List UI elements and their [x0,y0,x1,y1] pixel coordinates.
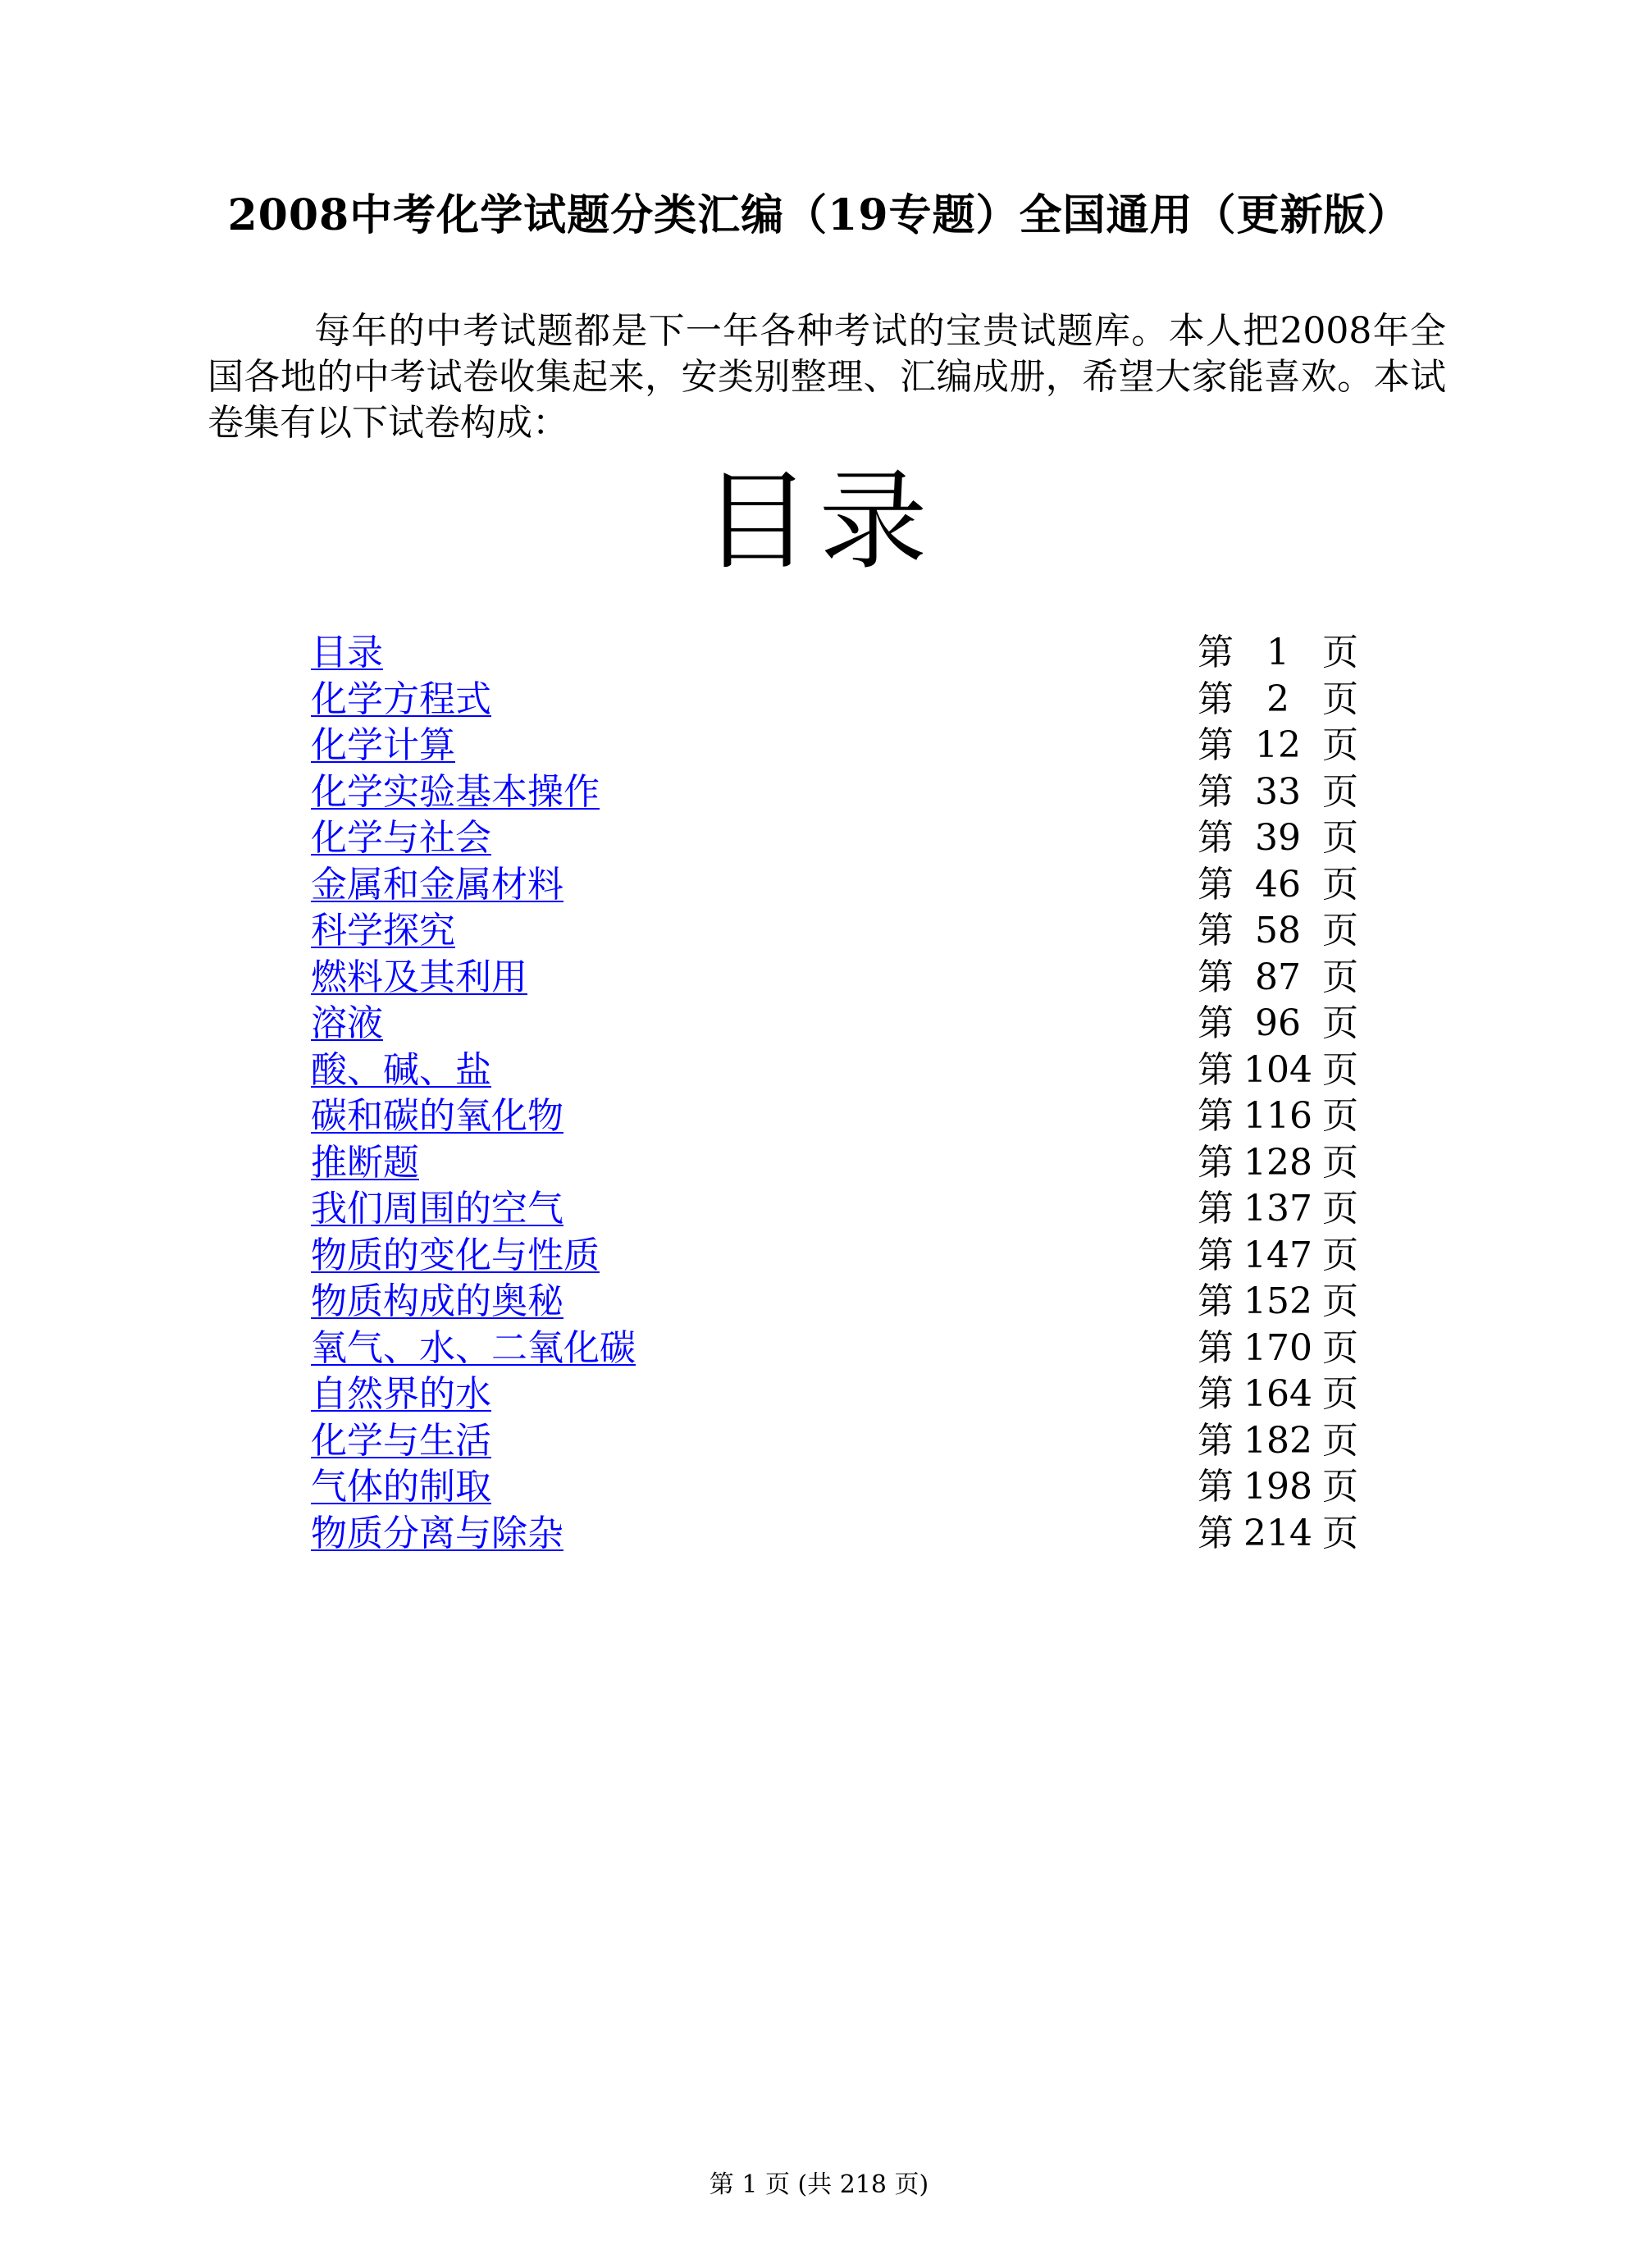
page-suffix: 页 [1322,910,1358,951]
page-number: 147 [1243,1234,1312,1276]
page-suffix: 页 [1322,956,1358,998]
page-number: 96 [1255,1002,1301,1044]
toc-page-ref [1198,1418,1358,1464]
page-prefix: 第 [1198,956,1234,998]
page-prefix: 第 [1198,1141,1234,1184]
page-suffix: 页 [1322,1188,1358,1230]
page-number: 128 [1243,1141,1312,1184]
page-suffix: 页 [1322,1048,1358,1091]
page-number: 170 [1243,1326,1312,1369]
toc-entry [311,769,1358,816]
intro-paragraph: 每年的中考试题都是下一年各种考试的宝贵试题库。本人把2008年全国各地的中考试卷收集起来，安类别整理、汇编成册，希望大家能喜欢。本试卷集有以下试卷构成： [208,310,1446,444]
page-suffix: 页 [1322,1326,1358,1369]
toc-page-ref [1198,1233,1358,1279]
page-number: 58 [1255,910,1301,951]
page-prefix: 第 [1198,1326,1234,1369]
page-number: 87 [1255,956,1301,998]
page-number: 33 [1255,770,1301,813]
page-prefix: 第 [1198,817,1234,859]
page-prefix: 第 [1198,863,1234,906]
page-prefix: 第 [1198,1419,1234,1462]
toc-heading: 目录 [702,459,936,585]
page-number: 198 [1243,1466,1312,1508]
page-title: 2008中考化学试题分类汇编（19专题）全国通用（更新版） [227,190,1411,240]
page-number: 2 [1266,678,1289,720]
toc-link[interactable]: 化学与生活 [311,1419,491,1462]
toc-link[interactable]: 科学探究 [311,910,455,951]
page-number: 39 [1255,817,1301,859]
toc-link[interactable]: 化学计算 [311,724,455,766]
toc-page-ref [1198,1001,1358,1047]
page-number: 182 [1243,1419,1312,1462]
page-suffix: 页 [1322,678,1358,720]
page-prefix: 第 [1198,724,1234,766]
page-number: 214 [1243,1512,1312,1554]
page-prefix: 第 [1198,1373,1234,1415]
toc-page-ref [1198,815,1358,861]
page-number: 116 [1243,1095,1312,1137]
page-suffix: 页 [1322,632,1358,673]
page-prefix: 第 [1198,910,1234,951]
page-suffix: 页 [1322,1095,1358,1137]
page-footer: 第 1 页 (共 218 页) [709,2170,929,2199]
page-prefix: 第 [1198,1048,1234,1091]
toc-page-ref [1198,1186,1358,1232]
page-suffix: 页 [1322,1466,1358,1508]
toc-link[interactable]: 金属和金属材料 [311,863,563,906]
toc-page-ref [1198,955,1358,1001]
toc-page-ref [1198,1279,1358,1325]
toc-entry [311,908,1358,955]
toc-entry [311,1326,1358,1372]
toc-page-ref [1198,677,1358,723]
page-prefix: 第 [1198,1188,1234,1230]
toc-page-ref [1198,908,1358,954]
toc-page-ref [1198,1464,1358,1510]
toc-entry [311,1233,1358,1280]
page-suffix: 页 [1322,724,1358,766]
page-suffix: 页 [1322,770,1358,813]
page-suffix: 页 [1322,1141,1358,1184]
toc-page-ref [1198,1047,1358,1093]
page-number: 164 [1243,1373,1312,1415]
toc-page-ref [1198,1093,1358,1139]
toc-entry [311,862,1358,909]
toc-link[interactable]: 化学实验基本操作 [311,770,600,813]
toc-link[interactable]: 化学与社会 [311,817,491,859]
toc-link[interactable]: 物质的变化与性质 [311,1234,600,1276]
toc-entry [311,723,1358,769]
toc-entry [311,815,1358,862]
toc-link[interactable]: 物质构成的奥秘 [311,1280,563,1322]
toc-entry [311,1001,1358,1047]
toc-page-ref [1198,1371,1358,1417]
page-prefix: 第 [1198,1095,1234,1137]
toc-entry [311,1371,1358,1418]
page-prefix: 第 [1198,1234,1234,1276]
toc-entry [311,677,1358,723]
toc-entry [311,1093,1358,1140]
page-suffix: 页 [1322,1419,1358,1462]
toc-entry [311,1047,1358,1094]
toc-link[interactable]: 碳和碳的氧化物 [311,1095,563,1137]
toc-link[interactable]: 氧气、水、二氧化碳 [311,1326,636,1369]
toc-link[interactable]: 物质分离与除杂 [311,1512,563,1554]
page-prefix: 第 [1198,632,1234,673]
toc-link[interactable]: 自然界的水 [311,1373,491,1415]
page-number: 104 [1243,1048,1312,1091]
page-prefix: 第 [1198,1280,1234,1322]
page-prefix: 第 [1198,1002,1234,1044]
page-number: 1 [1266,632,1289,673]
page-number: 152 [1243,1280,1312,1322]
toc-page-ref [1198,1326,1358,1371]
toc-entry [311,1418,1358,1465]
toc-link[interactable]: 化学方程式 [311,678,491,720]
page-number: 12 [1255,724,1301,766]
toc-link[interactable]: 目录 [311,632,383,673]
page-prefix: 第 [1198,1466,1234,1508]
toc-link[interactable]: 推断题 [311,1141,419,1184]
toc-page-ref [1198,862,1358,908]
page-prefix: 第 [1198,678,1234,720]
toc-link[interactable]: 燃料及其利用 [311,956,527,998]
toc-entry [311,1186,1358,1233]
toc-page-ref [1198,769,1358,815]
page-prefix: 第 [1198,770,1234,813]
page-number: 46 [1255,863,1301,906]
page-number: 137 [1243,1188,1312,1230]
toc-page-ref [1198,1511,1358,1557]
toc-entry [311,1279,1358,1326]
page-suffix: 页 [1322,863,1358,906]
toc-entry [311,1464,1358,1511]
toc-page-ref [1198,630,1358,676]
toc-link[interactable]: 气体的制取 [311,1466,491,1508]
table-of-contents [311,630,1358,1557]
toc-entry [311,955,1358,1002]
toc-link[interactable]: 溶液 [311,1002,383,1044]
toc-link[interactable]: 我们周围的空气 [311,1188,563,1230]
page-prefix: 第 [1198,1512,1234,1554]
toc-entry [311,630,1358,677]
page-suffix: 页 [1322,817,1358,859]
page-suffix: 页 [1322,1512,1358,1554]
toc-page-ref [1198,1140,1358,1186]
page-suffix: 页 [1322,1280,1358,1322]
toc-entry [311,1511,1358,1558]
page-suffix: 页 [1322,1234,1358,1276]
toc-page-ref [1198,723,1358,769]
toc-link[interactable]: 酸、碱、盐 [311,1048,491,1091]
page-suffix: 页 [1322,1373,1358,1415]
toc-entry [311,1140,1358,1187]
page-suffix: 页 [1322,1002,1358,1044]
